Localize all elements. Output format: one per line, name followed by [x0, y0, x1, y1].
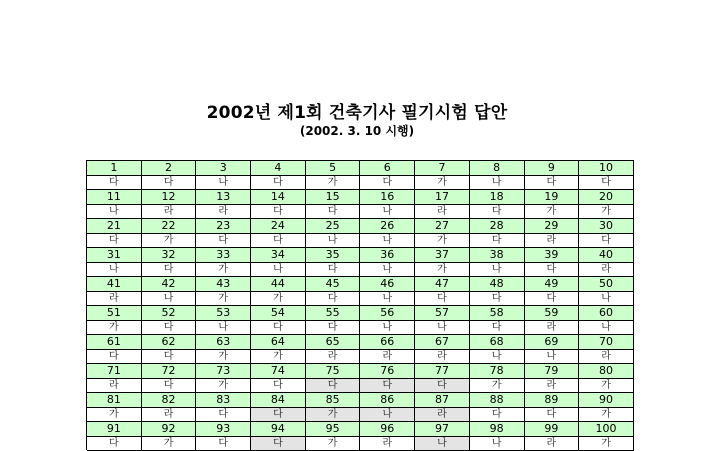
answer-cell: 나: [360, 263, 415, 278]
question-number-cell: 23: [196, 219, 251, 234]
answer-cell: 라: [360, 437, 415, 451]
question-number-cell: 96: [360, 422, 415, 437]
question-number-cell: 82: [142, 393, 197, 408]
question-number-cell: 45: [306, 277, 361, 292]
question-number-cell: 78: [470, 364, 525, 379]
question-number-cell: 97: [415, 422, 470, 437]
question-number-cell: 62: [142, 335, 197, 350]
answer-cell: 다: [87, 437, 142, 451]
question-number-cell: 27: [415, 219, 470, 234]
answer-row: [87, 205, 634, 220]
question-number-cell: 49: [525, 277, 580, 292]
answer-cell: 다: [470, 321, 525, 336]
answer-cell: 라: [525, 321, 580, 336]
answer-cell: 다: [525, 292, 580, 307]
answer-cell: 다: [579, 176, 634, 191]
answer-cell: 나: [470, 176, 525, 191]
answer-cell: 라: [360, 350, 415, 365]
answer-cell: 가: [142, 437, 197, 451]
answer-cell: 다: [142, 263, 197, 278]
answer-cell: 가: [306, 176, 361, 191]
answer-row: [87, 321, 634, 336]
question-number-cell: 21: [87, 219, 142, 234]
answer-row: [87, 408, 634, 423]
answer-cell: 다: [579, 234, 634, 249]
question-number-cell: 100: [579, 422, 634, 437]
question-number-cell: 17: [415, 190, 470, 205]
question-number-cell: 86: [360, 393, 415, 408]
question-number-cell: 12: [142, 190, 197, 205]
question-number-cell: 39: [525, 248, 580, 263]
answer-cell: 나: [415, 321, 470, 336]
question-number-cell: 61: [87, 335, 142, 350]
answer-cell: 다: [525, 176, 580, 191]
answer-cell: 나: [360, 205, 415, 220]
question-number-cell: 15: [306, 190, 361, 205]
answer-cell: 라: [415, 408, 470, 423]
question-number-cell: 70: [579, 335, 634, 350]
question-number-cell: 6: [360, 161, 415, 176]
answer-cell: 다: [360, 379, 415, 394]
answer-cell: 다: [251, 234, 306, 249]
answer-cell: 나: [525, 350, 580, 365]
answer-cell: 나: [196, 176, 251, 191]
question-number-cell: 53: [196, 306, 251, 321]
question-number-cell: 44: [251, 277, 306, 292]
answer-cell: 다: [142, 350, 197, 365]
question-number-cell: 60: [579, 306, 634, 321]
answer-cell: 나: [360, 408, 415, 423]
question-number-cell: 76: [360, 364, 415, 379]
question-number-cell: 5: [306, 161, 361, 176]
answer-cell: 라: [525, 379, 580, 394]
question-number-cell: 83: [196, 393, 251, 408]
answer-cell: 다: [306, 205, 361, 220]
question-number-cell: 3: [196, 161, 251, 176]
question-number-cell: 10: [579, 161, 634, 176]
answer-cell: 라: [196, 205, 251, 220]
answer-cell: 라: [142, 205, 197, 220]
question-number-cell: 36: [360, 248, 415, 263]
answer-cell: 다: [142, 176, 197, 191]
answer-cell: 가: [415, 263, 470, 278]
answer-cell: 가: [196, 263, 251, 278]
question-number-cell: 22: [142, 219, 197, 234]
question-number-cell: 7: [415, 161, 470, 176]
answer-cell: 가: [196, 350, 251, 365]
question-number-cell: 64: [251, 335, 306, 350]
answer-cell: 나: [579, 321, 634, 336]
answer-cell: 나: [470, 263, 525, 278]
answer-cell: 다: [470, 234, 525, 249]
answer-cell: 다: [470, 292, 525, 307]
answer-cell: 다: [470, 205, 525, 220]
question-number-cell: 91: [87, 422, 142, 437]
answer-cell: 다: [196, 408, 251, 423]
question-number-cell: 81: [87, 393, 142, 408]
question-number-cell: 69: [525, 335, 580, 350]
question-number-cell: 19: [525, 190, 580, 205]
answer-cell: 가: [87, 408, 142, 423]
answer-cell: 다: [251, 379, 306, 394]
answer-row: [87, 379, 634, 394]
answer-cell: 다: [470, 408, 525, 423]
answer-cell: 나: [87, 205, 142, 220]
question-number-cell: 38: [470, 248, 525, 263]
answer-cell: 나: [360, 234, 415, 249]
question-number-cell: 8: [470, 161, 525, 176]
answer-cell: 다: [142, 379, 197, 394]
answer-cell: 나: [470, 350, 525, 365]
question-number-cell: 14: [251, 190, 306, 205]
question-number-cell: 28: [470, 219, 525, 234]
question-number-cell: 72: [142, 364, 197, 379]
answer-row: [87, 176, 634, 191]
question-number-cell: 87: [415, 393, 470, 408]
answer-cell: 가: [415, 234, 470, 249]
answer-cell: 다: [306, 263, 361, 278]
answer-cell: 나: [196, 321, 251, 336]
answer-cell: 다: [87, 350, 142, 365]
answer-cell: 다: [306, 292, 361, 307]
question-number-cell: 34: [251, 248, 306, 263]
question-number-cell: 1: [87, 161, 142, 176]
answer-cell: 가: [579, 437, 634, 451]
answer-table: [86, 160, 634, 450]
answer-cell: 라: [142, 408, 197, 423]
question-number-cell: 98: [470, 422, 525, 437]
question-number-cell: 30: [579, 219, 634, 234]
answer-cell: 가: [470, 379, 525, 394]
question-number-cell: 31: [87, 248, 142, 263]
answer-cell: 나: [251, 263, 306, 278]
answer-cell: 라: [87, 292, 142, 307]
question-number-cell: 84: [251, 393, 306, 408]
question-number-cell: 80: [579, 364, 634, 379]
answer-cell: 라: [579, 350, 634, 365]
answer-cell: 가: [415, 176, 470, 191]
question-number-cell: 95: [306, 422, 361, 437]
question-number-cell: 33: [196, 248, 251, 263]
answer-cell: 가: [579, 379, 634, 394]
answer-cell: 다: [142, 321, 197, 336]
answer-cell: 가: [196, 292, 251, 307]
question-number-row: [87, 335, 634, 350]
question-number-cell: 54: [251, 306, 306, 321]
answer-cell: 다: [87, 176, 142, 191]
answer-cell: 가: [306, 408, 361, 423]
question-number-cell: 16: [360, 190, 415, 205]
answer-row: [87, 263, 634, 278]
answer-cell: 가: [196, 379, 251, 394]
question-number-cell: 26: [360, 219, 415, 234]
question-number-cell: 13: [196, 190, 251, 205]
question-number-cell: 48: [470, 277, 525, 292]
answer-cell: 라: [525, 437, 580, 451]
answer-cell: 다: [415, 292, 470, 307]
question-number-cell: 58: [470, 306, 525, 321]
answer-cell: 가: [306, 437, 361, 451]
question-number-cell: 66: [360, 335, 415, 350]
question-number-cell: 56: [360, 306, 415, 321]
question-number-cell: 41: [87, 277, 142, 292]
answer-cell: 가: [579, 205, 634, 220]
question-number-cell: 55: [306, 306, 361, 321]
question-number-cell: 29: [525, 219, 580, 234]
question-number-cell: 42: [142, 277, 197, 292]
answer-cell: 다: [196, 234, 251, 249]
exam-date-subtitle: (2002. 3. 10 시행): [299, 124, 415, 138]
answer-row: [87, 292, 634, 307]
answer-cell: 다: [525, 263, 580, 278]
answer-cell: 나: [87, 263, 142, 278]
answer-cell: 가: [251, 292, 306, 307]
question-number-cell: 32: [142, 248, 197, 263]
question-number-cell: 4: [251, 161, 306, 176]
question-number-cell: 50: [579, 277, 634, 292]
question-number-cell: 59: [525, 306, 580, 321]
question-number-cell: 68: [470, 335, 525, 350]
answer-cell: 다: [251, 408, 306, 423]
answer-cell: 나: [415, 437, 470, 451]
question-number-cell: 52: [142, 306, 197, 321]
question-number-row: [87, 422, 634, 437]
question-number-row: [87, 161, 634, 176]
answer-cell: 가: [87, 321, 142, 336]
question-number-row: [87, 277, 634, 292]
answer-cell: 나: [142, 292, 197, 307]
question-number-row: [87, 219, 634, 234]
question-number-cell: 92: [142, 422, 197, 437]
question-number-cell: 40: [579, 248, 634, 263]
answer-cell: 라: [306, 350, 361, 365]
answer-cell: 라: [415, 350, 470, 365]
answer-cell: 다: [306, 321, 361, 336]
answer-cell: 라: [87, 379, 142, 394]
question-number-cell: 51: [87, 306, 142, 321]
answer-cell: 가: [579, 408, 634, 423]
question-number-cell: 20: [579, 190, 634, 205]
question-number-cell: 88: [470, 393, 525, 408]
question-number-cell: 24: [251, 219, 306, 234]
answer-cell: 다: [251, 205, 306, 220]
question-number-cell: 79: [525, 364, 580, 379]
answer-cell: 가: [525, 205, 580, 220]
question-number-row: [87, 248, 634, 263]
question-number-cell: 63: [196, 335, 251, 350]
answer-cell: 다: [196, 437, 251, 451]
question-number-cell: 94: [251, 422, 306, 437]
question-number-cell: 67: [415, 335, 470, 350]
question-number-cell: 2: [142, 161, 197, 176]
question-number-cell: 75: [306, 364, 361, 379]
answer-cell: 다: [251, 321, 306, 336]
answer-cell: 다: [251, 437, 306, 451]
answer-row: [87, 437, 634, 451]
answer-cell: 나: [360, 321, 415, 336]
answer-cell: 나: [306, 234, 361, 249]
answer-cell: 라: [415, 205, 470, 220]
answer-cell: 다: [87, 234, 142, 249]
question-number-cell: 9: [525, 161, 580, 176]
question-number-cell: 46: [360, 277, 415, 292]
question-number-cell: 71: [87, 364, 142, 379]
question-number-cell: 65: [306, 335, 361, 350]
question-number-cell: 43: [196, 277, 251, 292]
answer-cell: 나: [360, 292, 415, 307]
question-number-cell: 25: [306, 219, 361, 234]
question-number-row: [87, 190, 634, 205]
question-number-row: [87, 306, 634, 321]
question-number-cell: 37: [415, 248, 470, 263]
page-title: 2002년 제1회 건축기사 필기시험 답안: [206, 103, 508, 123]
question-number-cell: 47: [415, 277, 470, 292]
question-number-cell: 73: [196, 364, 251, 379]
answer-cell: 라: [525, 234, 580, 249]
question-number-cell: 77: [415, 364, 470, 379]
question-number-cell: 99: [525, 422, 580, 437]
answer-cell: 다: [525, 408, 580, 423]
question-number-cell: 90: [579, 393, 634, 408]
question-number-cell: 89: [525, 393, 580, 408]
question-number-cell: 11: [87, 190, 142, 205]
answer-cell: 다: [415, 379, 470, 394]
question-number-cell: 35: [306, 248, 361, 263]
answer-cell: 가: [142, 234, 197, 249]
answer-cell: 나: [470, 437, 525, 451]
answer-cell: 다: [306, 379, 361, 394]
question-number-cell: 18: [470, 190, 525, 205]
answer-row: [87, 234, 634, 249]
answer-cell: 라: [579, 263, 634, 278]
question-number-cell: 93: [196, 422, 251, 437]
answer-row: [87, 350, 634, 365]
question-number-cell: 74: [251, 364, 306, 379]
question-number-cell: 57: [415, 306, 470, 321]
question-number-cell: 85: [306, 393, 361, 408]
answer-cell: 가: [251, 350, 306, 365]
answer-cell: 다: [251, 176, 306, 191]
question-number-row: [87, 364, 634, 379]
answer-cell: 나: [579, 292, 634, 307]
question-number-row: [87, 393, 634, 408]
answer-cell: 다: [360, 176, 415, 191]
